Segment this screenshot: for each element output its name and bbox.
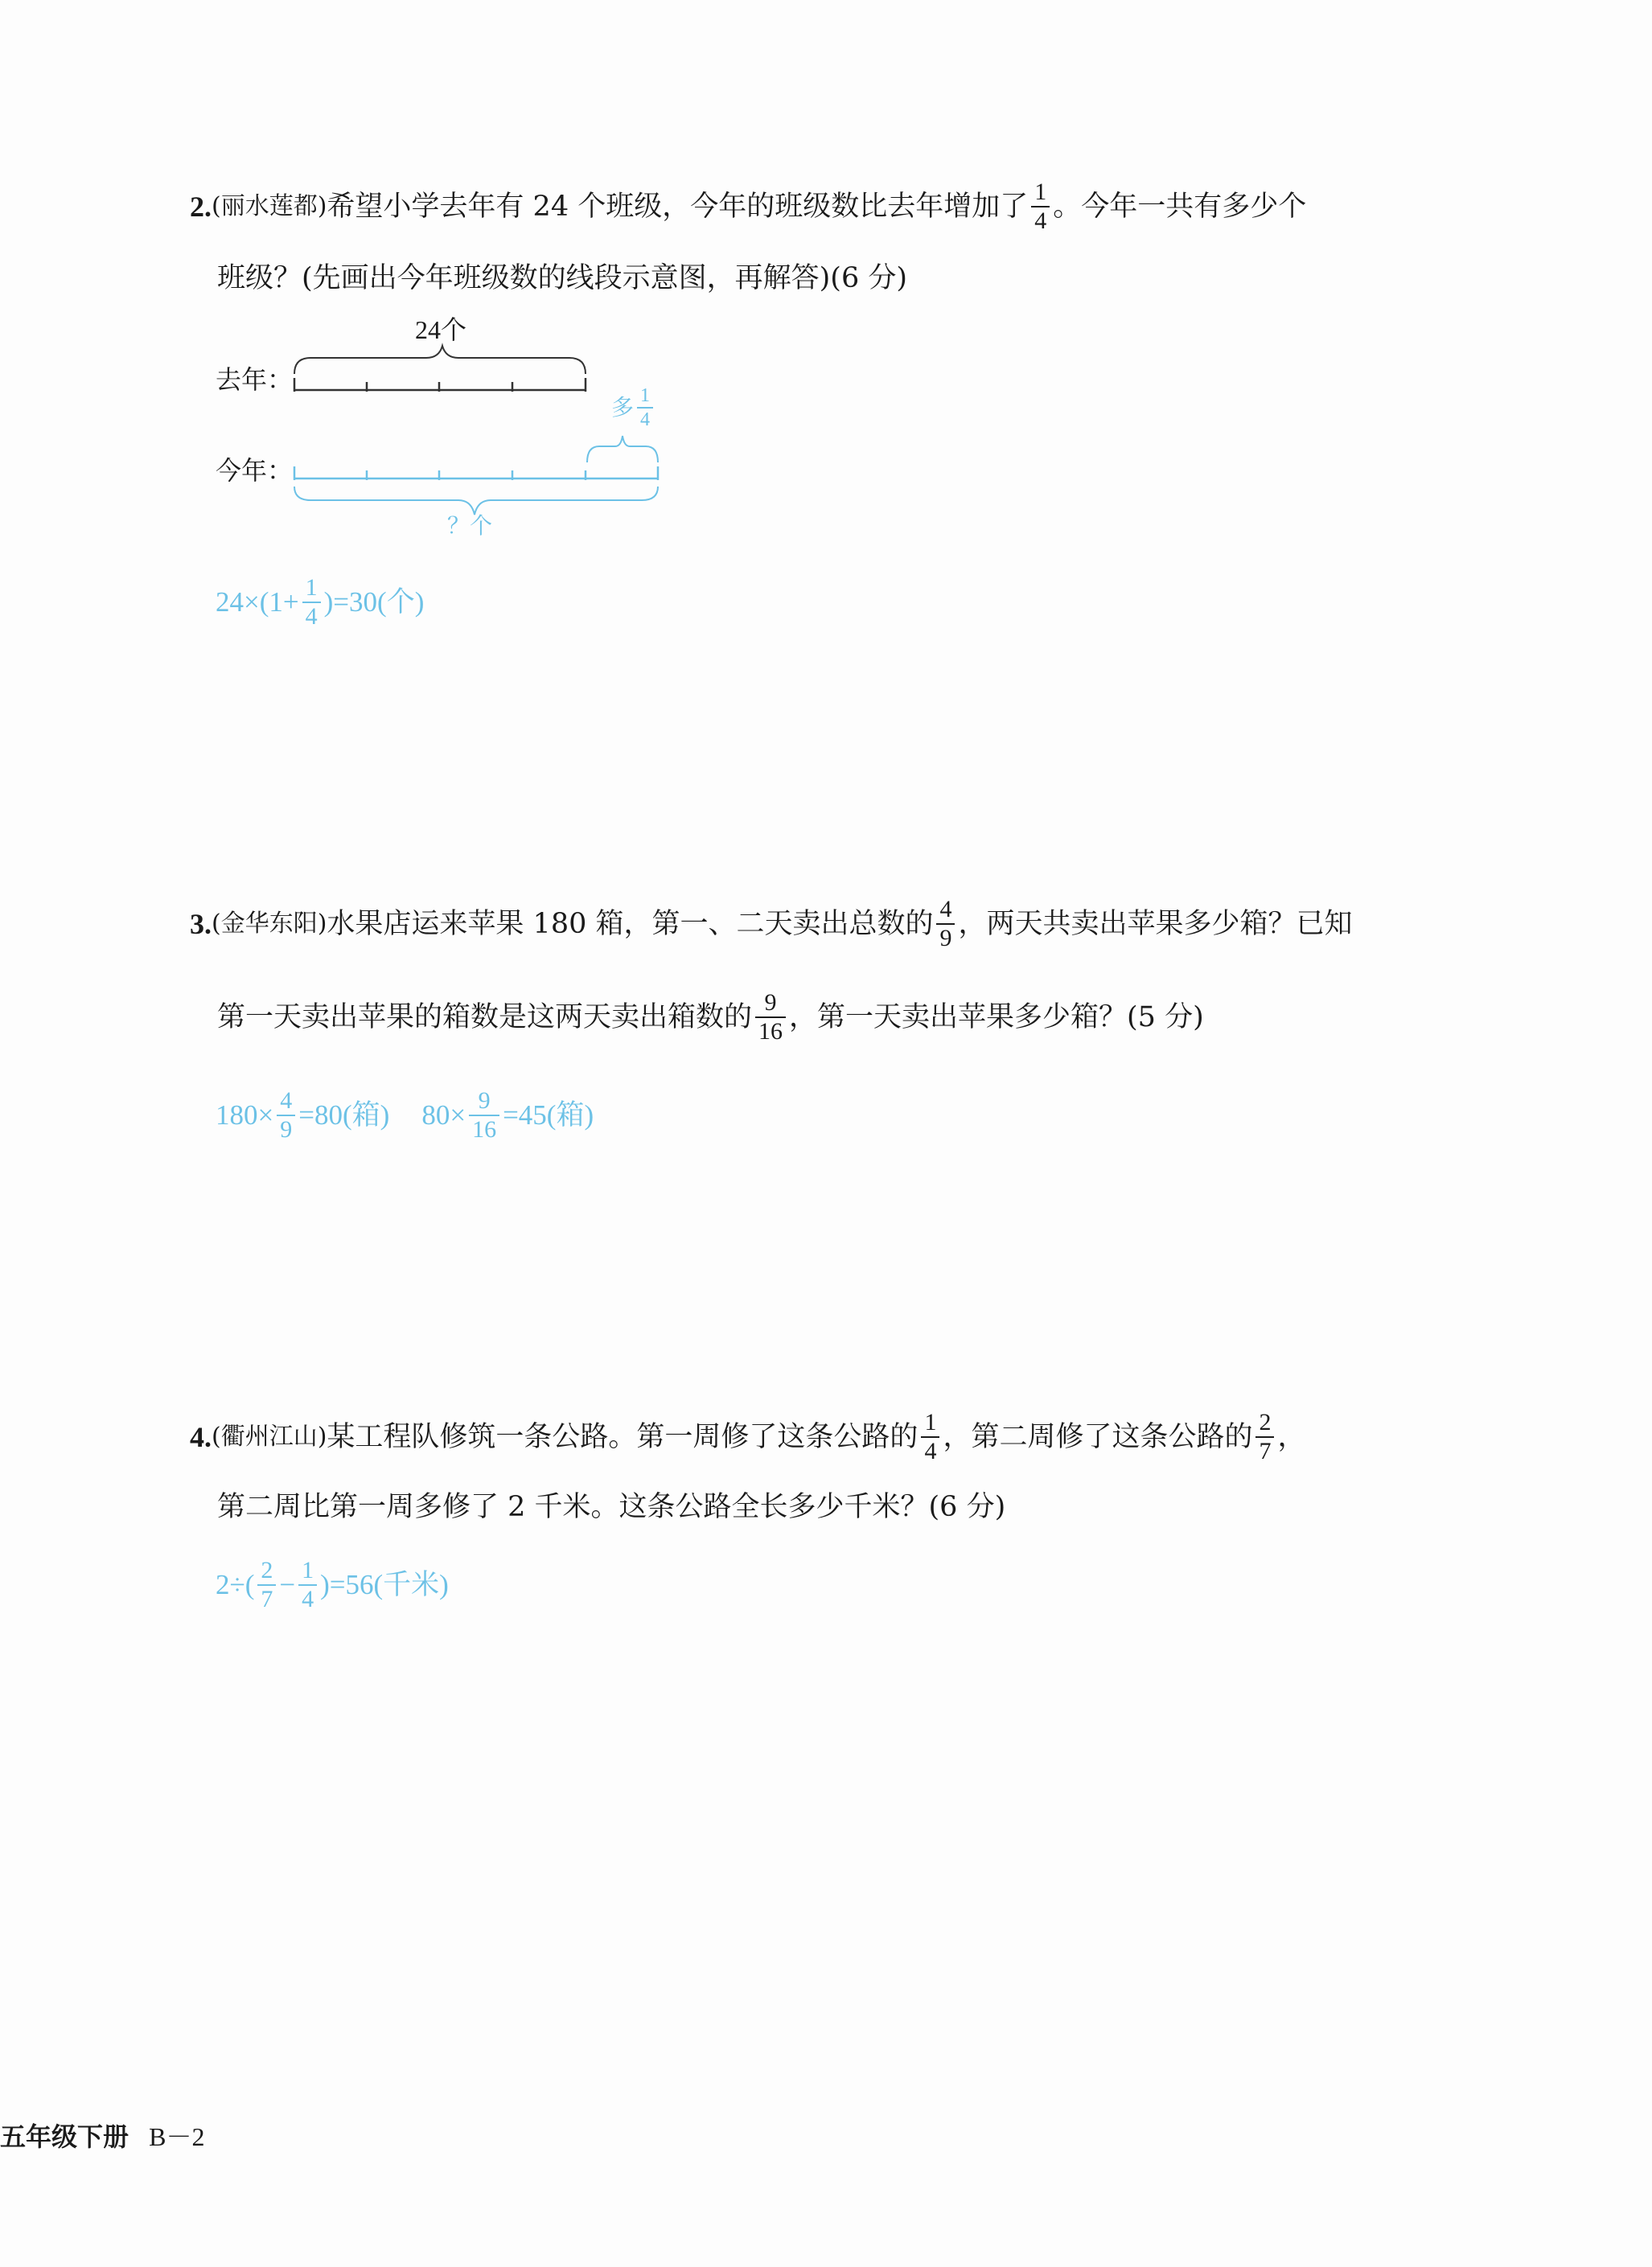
q4-answer-fraction-1 [257, 1557, 276, 1613]
q4-answer-frac1-den: 7 [257, 1584, 276, 1613]
q2-number: 2. [190, 191, 212, 223]
q4-answer [216, 1557, 449, 1613]
q4-line-1 [190, 1409, 1305, 1465]
q4-answer-fraction-2 [298, 1557, 317, 1613]
q3-answer-frac1-den: 9 [277, 1115, 295, 1144]
q3-source: (金华东阳) [212, 910, 327, 938]
q4-text-c: ， [1277, 1421, 1306, 1453]
q4-answer-frac1-num: 2 [261, 1557, 273, 1583]
last-year-label: 去年： [216, 364, 294, 395]
footer-grade: 五年级下册 [0, 2121, 129, 2152]
q2-frac-num: 1 [1034, 179, 1047, 205]
q4-frac2-den: 7 [1255, 1436, 1274, 1465]
last-year-total: 24个 [415, 315, 467, 344]
q2-answer-post: )=30(个) [323, 586, 425, 618]
extra-frac-den: 4 [637, 407, 653, 431]
q4-answer-post: )=56(千米) [320, 1569, 449, 1600]
q2-answer-pre: 24×(1+ [216, 586, 299, 618]
q4-frac1-den: 4 [921, 1436, 939, 1465]
q2-text-a: 希望小学去年有 24 个班级，今年的班级数比去年增加了 [327, 191, 1029, 223]
q2-answer-frac-den: 4 [302, 602, 321, 630]
q4-line-2 [217, 1483, 1005, 1531]
q4-fraction-2 [1255, 1409, 1274, 1465]
q4-answer-minus: − [279, 1569, 296, 1600]
footer-page-code: B－2 [149, 2122, 205, 2151]
q3-number: 3. [190, 908, 212, 940]
q4-source: (衢州江山) [212, 1423, 327, 1451]
q3-answer-pre1: 180× [216, 1099, 274, 1131]
q3-text-c: 第一天卖出苹果的箱数是这两天卖出箱数的 [217, 1001, 753, 1033]
q4-text-b: ，第二周修了这条公路的 [943, 1421, 1253, 1453]
q2-text-c: 班级？(先画出今年班级数的线段示意图，再解答)(6 分) [217, 262, 908, 294]
q2-source: (丽水莲都) [212, 192, 327, 220]
q3-answer-post2: =45(箱) [503, 1099, 594, 1131]
q3-answer-frac2-den: 16 [469, 1115, 499, 1144]
q3-frac1-den: 9 [936, 923, 955, 952]
unknown-label: ？个 [447, 512, 493, 539]
q3-answer [216, 1087, 594, 1144]
q4-fraction-1 [921, 1409, 939, 1465]
q4-text-d: 第二周比第一周多修了 2 千米。这条公路全长多少千米？(6 分) [217, 1491, 1006, 1523]
q3-answer-frac1-num: 4 [280, 1087, 293, 1114]
q2-frac-den: 4 [1031, 206, 1050, 235]
q4-answer-pre: 2÷( [216, 1569, 255, 1600]
q4-frac1-num: 1 [924, 1409, 937, 1435]
q3-line-1 [190, 896, 1353, 952]
q2-answer-frac-num: 1 [305, 574, 318, 601]
extra-annotation [611, 384, 656, 431]
q3-text-b: ，两天共卖出苹果多少箱？已知 [958, 908, 1353, 940]
extra-fraction [637, 384, 653, 431]
extra-frac-num: 1 [640, 385, 651, 406]
last-year-brace [294, 346, 586, 374]
this-year-segment [294, 466, 658, 480]
q3-answer-pre2: 80× [421, 1099, 466, 1131]
q2-answer [216, 574, 424, 630]
q3-answer-fraction-1 [277, 1087, 295, 1144]
q3-answer-frac2-num: 9 [478, 1087, 491, 1114]
q3-text-a: 水果店运来苹果 180 箱，第一、二天卖出总数的 [327, 908, 934, 940]
q4-answer-frac2-num: 1 [302, 1557, 314, 1583]
q3-text-d: ，第一天卖出苹果多少箱？(5 分) [789, 1001, 1204, 1033]
q3-frac2-num: 9 [764, 989, 777, 1016]
q3-frac2-den: 16 [755, 1016, 786, 1045]
q4-frac2-num: 2 [1259, 1409, 1272, 1435]
q3-fraction-2 [755, 989, 786, 1045]
q3-answer-fraction-2 [469, 1087, 499, 1144]
this-year-label: 今年： [216, 455, 294, 486]
q4-number: 4. [190, 1421, 212, 1453]
q2-answer-fraction [302, 574, 321, 630]
q4-answer-frac2-den: 4 [298, 1584, 317, 1613]
q3-line-2 [217, 989, 1204, 1045]
q2-text-b: 。今年一共有多少个 [1053, 191, 1307, 223]
extra-label: 多 [611, 394, 635, 421]
extra-brace [587, 436, 658, 462]
q3-fraction-1 [936, 896, 955, 952]
page-footer [0, 2117, 205, 2154]
q3-answer-post1: =80(箱) [298, 1099, 390, 1131]
q3-frac1-num: 4 [939, 896, 952, 922]
last-year-segment [294, 378, 586, 392]
q4-text-a: 某工程队修筑一条公路。第一周修了这条公路的 [327, 1421, 918, 1453]
